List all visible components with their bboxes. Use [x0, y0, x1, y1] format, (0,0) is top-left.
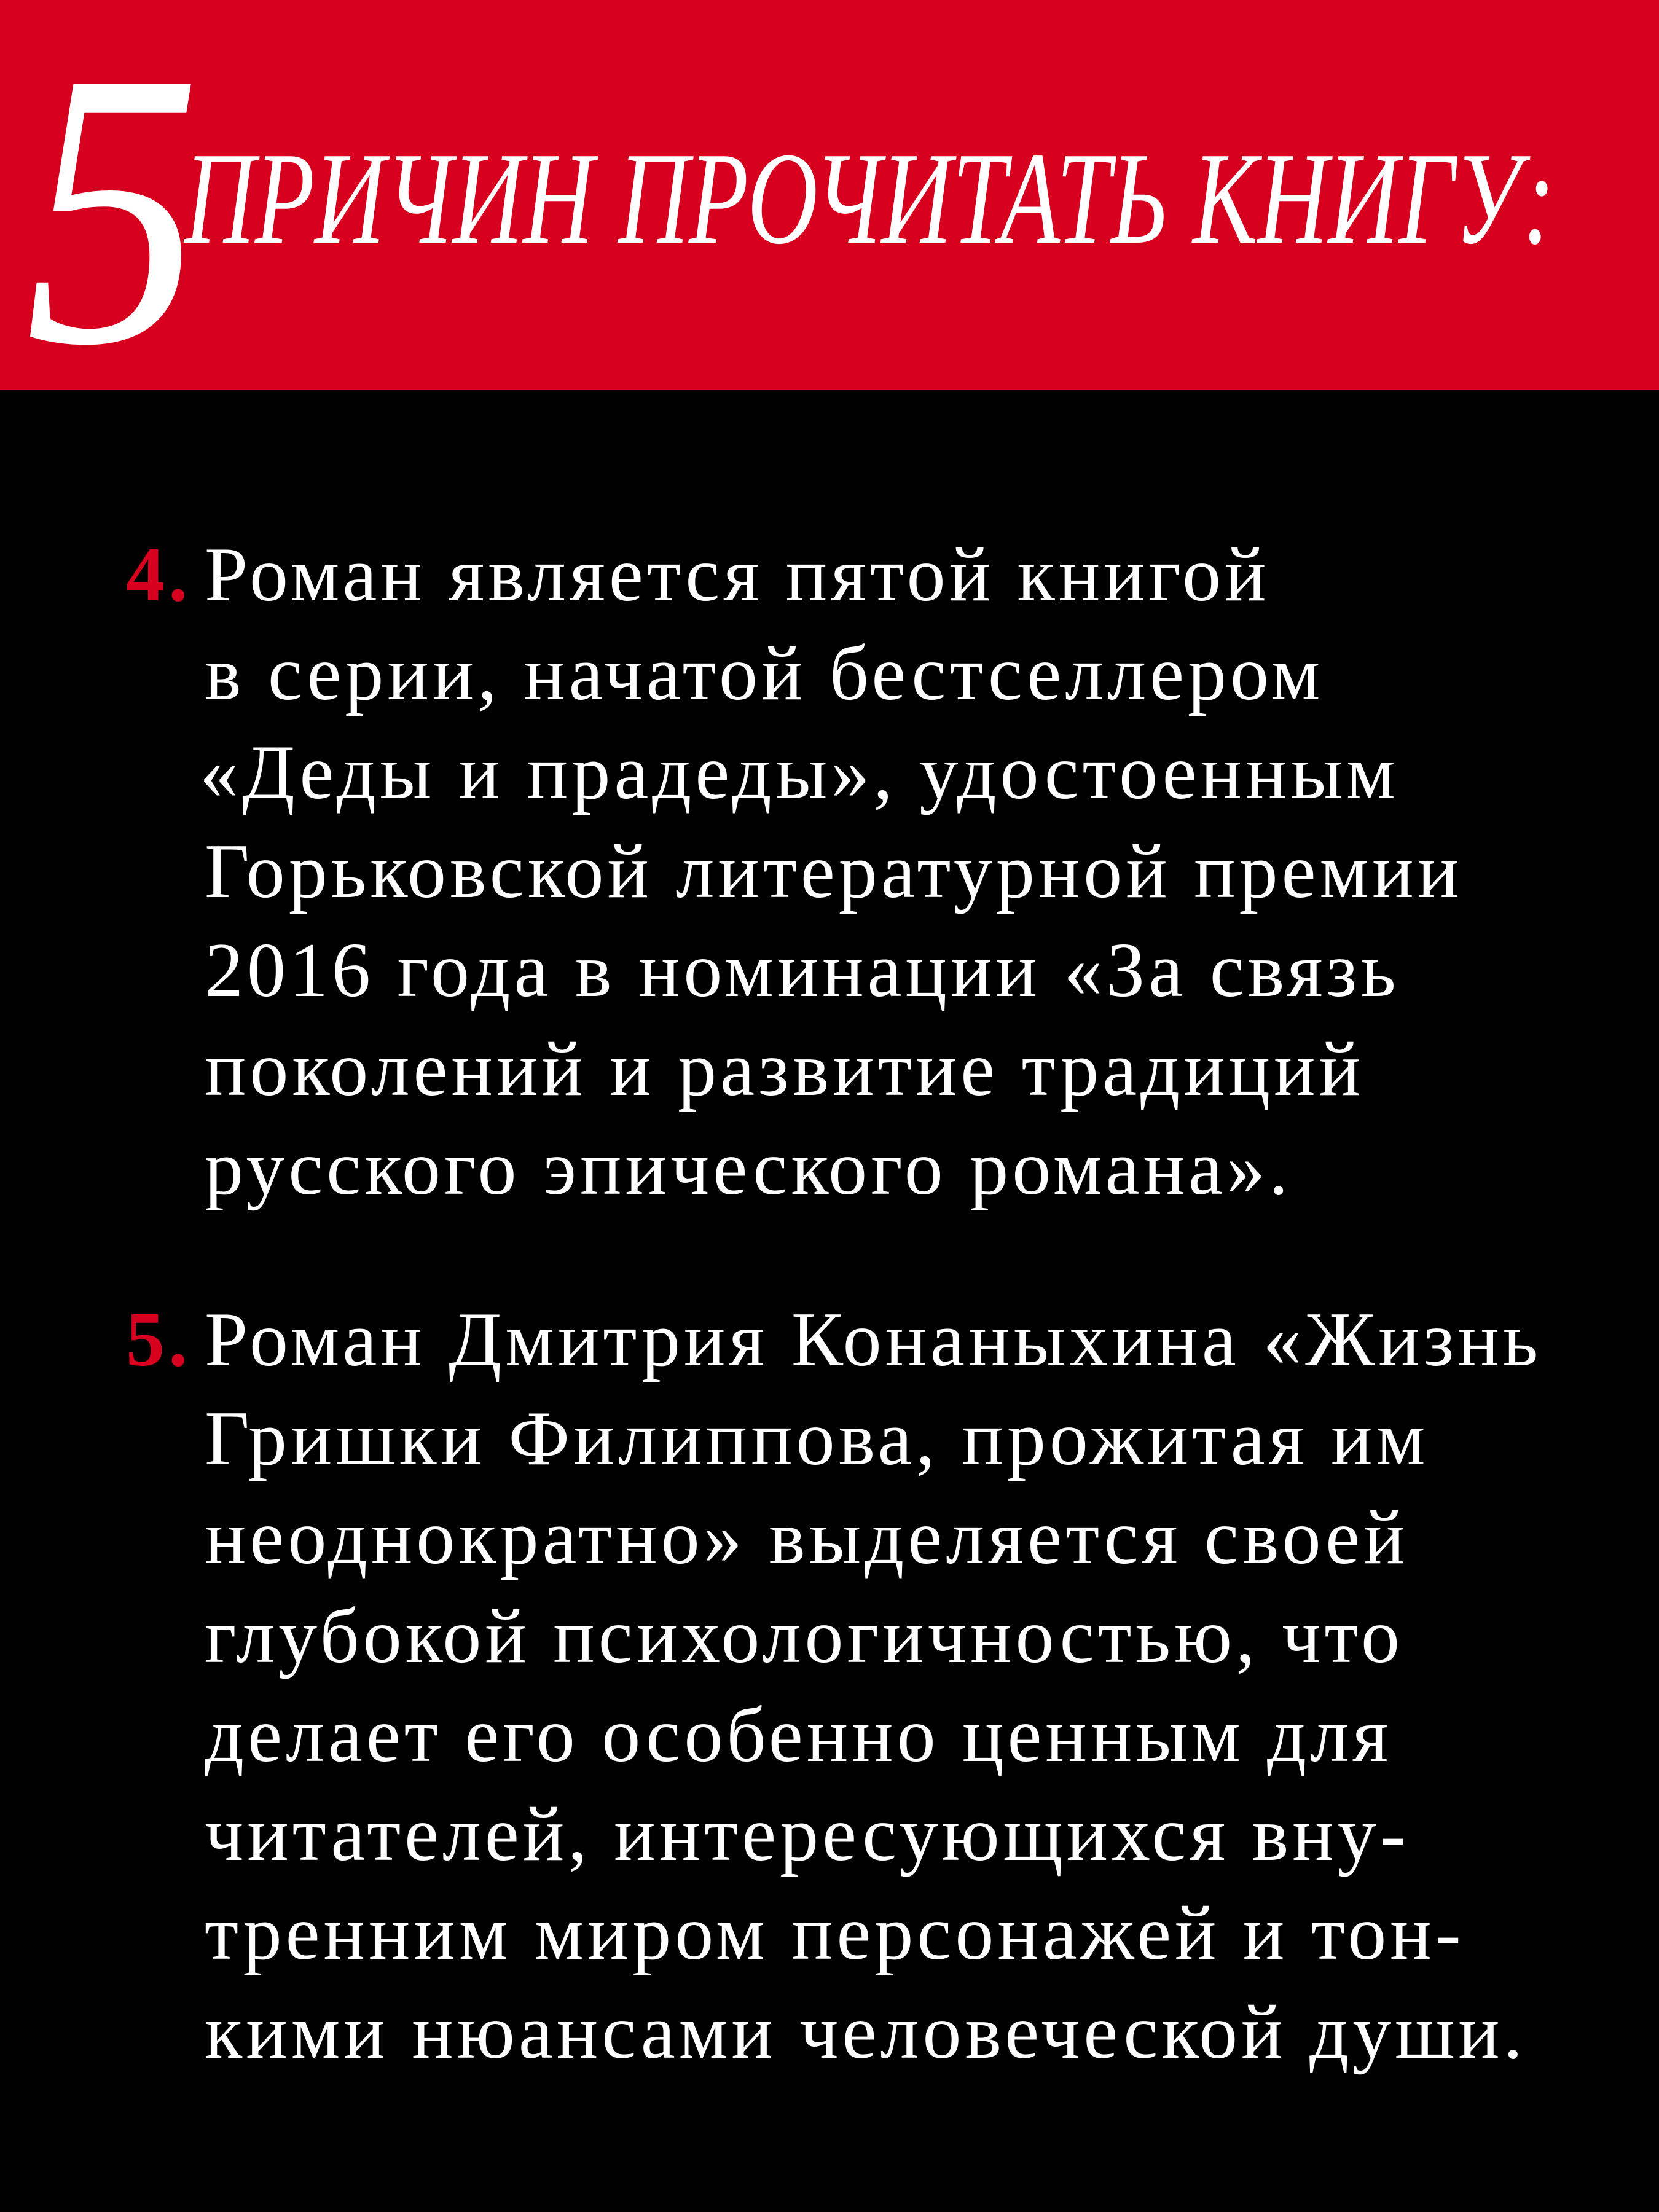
reason-text-line: Роман является пятой книгой: [205, 532, 1270, 618]
header-banner: [0, 0, 1659, 426]
reason-text-line: «Деды и прадеды», удостоенным: [200, 730, 1399, 815]
reason-text-line: Гришки Филиппова, прожитая им: [205, 1396, 1429, 1481]
reason-text-line: Горьковской литературной премии: [205, 829, 1463, 914]
reason-text-line: делает его особенно ценным для: [205, 1693, 1392, 1778]
reason-text-line: 2016 года в номинации «За связь: [205, 928, 1400, 1013]
reason-text-line: кими нюансами человеческой души.: [205, 1990, 1527, 2075]
reason-text-line: русского эпического романа».: [205, 1126, 1292, 1211]
reason-text-line: поколений и развитие традиций: [205, 1027, 1364, 1112]
reason-text-line: глубокой психологичностью, что: [205, 1594, 1403, 1679]
reason-text-line: тренним миром персонажей и тон-: [205, 1891, 1465, 1976]
reason-text-line: в серии, начатой бестселлером: [205, 631, 1324, 716]
reason-number: 4.: [126, 532, 192, 618]
header-number: 5: [25, 0, 202, 426]
header-title: ПРИЧИН ПРОЧИТАТЬ КНИГУ:: [184, 125, 1556, 272]
reason-text-line: неоднократно» выделяется своей: [205, 1495, 1409, 1580]
reason-number: 5.: [126, 1297, 192, 1382]
reason-text-line: читателей, интересующихся вну-: [205, 1792, 1410, 1877]
reason-text-line: Роман Дмитрия Конаныхина «Жизнь: [205, 1297, 1542, 1382]
